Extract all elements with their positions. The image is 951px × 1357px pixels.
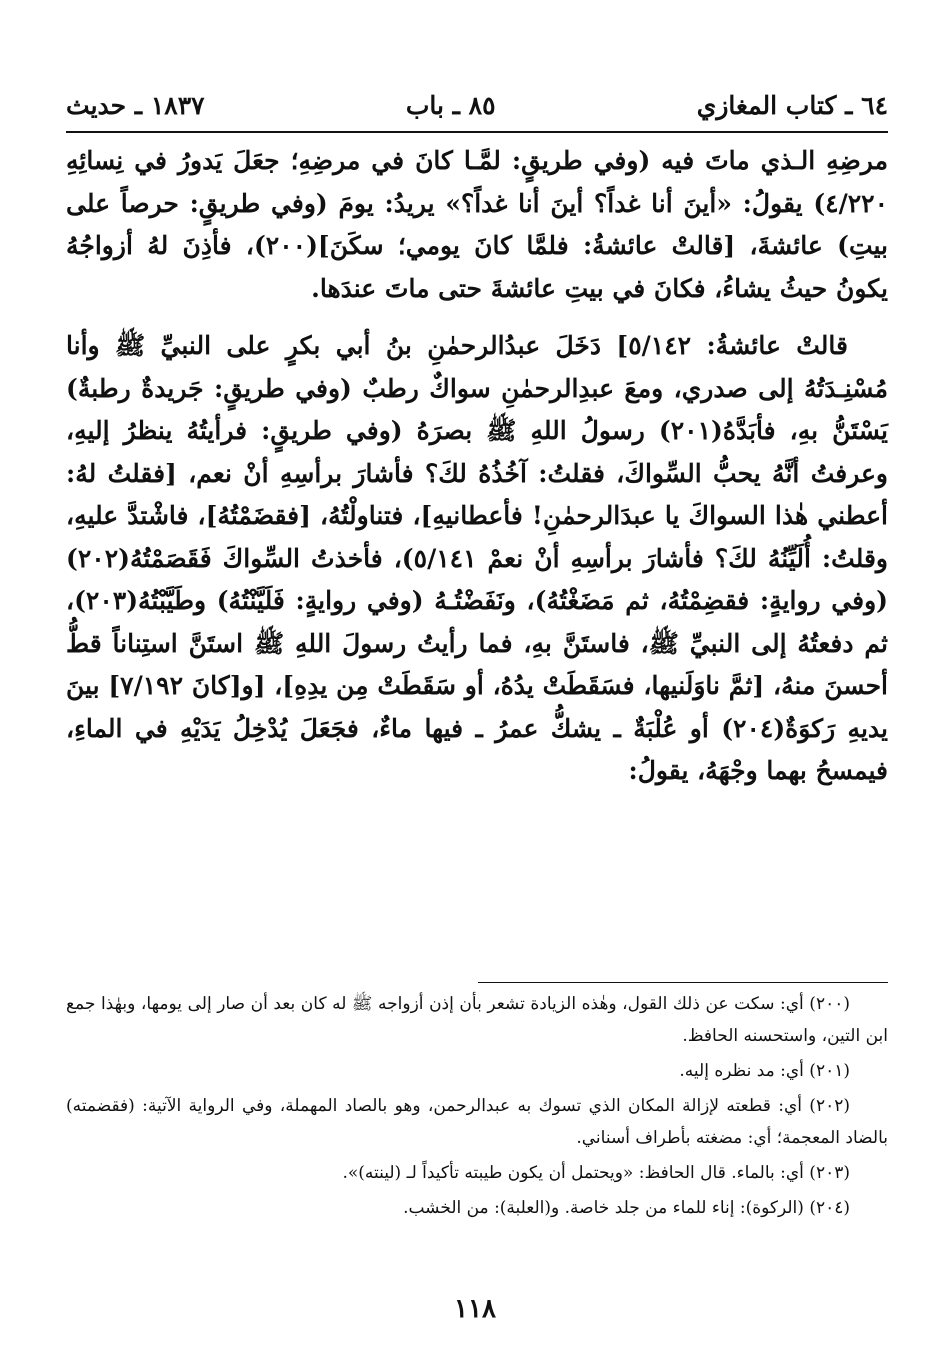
- main-paragraph-2: قالتْ عائشةُ: ٥/١٤٢] دَخَلَ عبدُالرحمٰنِ بنُ أبي بكرٍ على النبيِّ ﷺ وأنا مُسْنِـدَتُهُ إلى صدري، ومعَ عبدِالرحمٰنِ سواكٌ رطبٌ (وفي طريقٍ: جَريدةٌ رطبةٌ) يَسْتَنُّ بهِ، فأبَدَّهُ(٢٠١) رسولُ اللهِ ﷺ بصرَهُ (وفي طريقٍ: فرأيتُهُ ينظرُ إليهِ، وعرفتُ أنَّهُ يحبُّ السِّواكَ، فقلتُ: آخُذُهُ لكَ؟ فأشارَ برأسِهِ أنْ نعم، [فقلتُ لهُ: أعطني هٰذا السواكَ يا عبدَالرحمٰنِ! فأعطانيهِ]، فتناولْتُهُ، [فقضَمْتُهُ]، فاشْتدَّ عليهِ، وقلتُ: أُلَيِّنُهُ لكَ؟ فأشارَ برأسِهِ أنْ نعمْ ٥/١٤١)، فأخذتُ السِّواكَ فَقَصَمْتُهُ(٢٠٢) (وفي روايةٍ: فقضِمْتُهُ، ثم مَضَغْتُهُ)، ونَفَضْتُـهُ (وفي روايةٍ: فَلَيَّنْتُهُ) وطَيَّبْتُهُ(٢٠٣)، ثم دفعتُهُ إلى النبيِّ ﷺ، فاستَنَّ بهِ، فما رأيتُ رسولَ اللهِ ﷺ استَنَّ استِناناً قطُّ أحسنَ منهُ، [ثمَّ ناوَلَنيها، فسَقَطَتْ يدُهُ، أو سَقَطَتْ مِن يدِهِ]، [و[كانَ ٧/١٩٢] بينَ يديهِ رَكوَةٌ(٢٠٤) أو عُلْبَةٌ ـ يشكُّ عمرُ ـ فيها ماءٌ، فجَعَلَ يُدْخِلُ يَدَيْهِ في الماءِ، فيمسحُ بهما وجْهَهُ، يقولُ:: [66, 331, 889, 785]
- footnote-201: (٢٠١) أي: مد نظره إليه.: [679, 1061, 850, 1081]
- page-number: ١١٨: [454, 1294, 496, 1324]
- main-paragraph-1: مرضِهِ الـذي ماتَ فيه (وفي طريقٍ: لمَّـا كانَ في مرضِهِ؛ جعَلَ يَدورُ في نِسائِهِ ٤/٢٢٠) يقولُ: «أينَ أنا غداً؟ أينَ أنا غداً؟» يريدُ: يومَ (وفي طريقٍ: حرصاً على بيتِ) عائشةَ، [قالتْ عائشةُ: فلمَّا كانَ يومي؛ سكَنَ](٢٠٠)، فأذِنَ لهُ أزواجُهُ يكونُ حيثُ يشاءُ، فكانَ في بيتِ عائشةَ حتى ماتَ عندَها.: [66, 146, 888, 303]
- footnote-200: (٢٠٠) أي: سكت عن ذلك القول، وهٰذه الزيادة تشعر بأن إذن أزواجه ﷺ له كان بعد أن صار إلى يومها، وبهٰذا جمع ابن التين، واستحسنه الحافظ.: [66, 994, 888, 1046]
- footnote-202: (٢٠٢) أي: قطعته لإزالة المكان الذي تسوك به عبدالرحمن، وهو بالصاد المهملة، وفي الرواية الآتية: (فقضمته) بالضاد المعجمة؛ أي: مضغته بأطراف أسناني.: [66, 1096, 888, 1148]
- footnotes: [66, 988, 888, 1227]
- header-divider: [66, 131, 888, 133]
- header-book-chapter: ٦٤ ـ كتاب المغازي: [696, 90, 888, 120]
- footnote-203: (٢٠٣) أي: بالماء. قال الحافظ: «ويحتمل أن يكون طيبته تأكيداً لـ (لينته)».: [342, 1163, 850, 1183]
- running-header: [66, 84, 888, 126]
- header-section: ٨٥ ـ باب: [405, 90, 496, 120]
- main-text: [66, 140, 888, 793]
- header-hadith-number: ١٨٣٧ ـ حديث: [66, 90, 205, 120]
- footnote-204: (٢٠٤) (الركوة): إناء للماء من جلد خاصة. و(العلبة): من الخشب.: [403, 1198, 850, 1218]
- footnote-divider: [478, 982, 888, 983]
